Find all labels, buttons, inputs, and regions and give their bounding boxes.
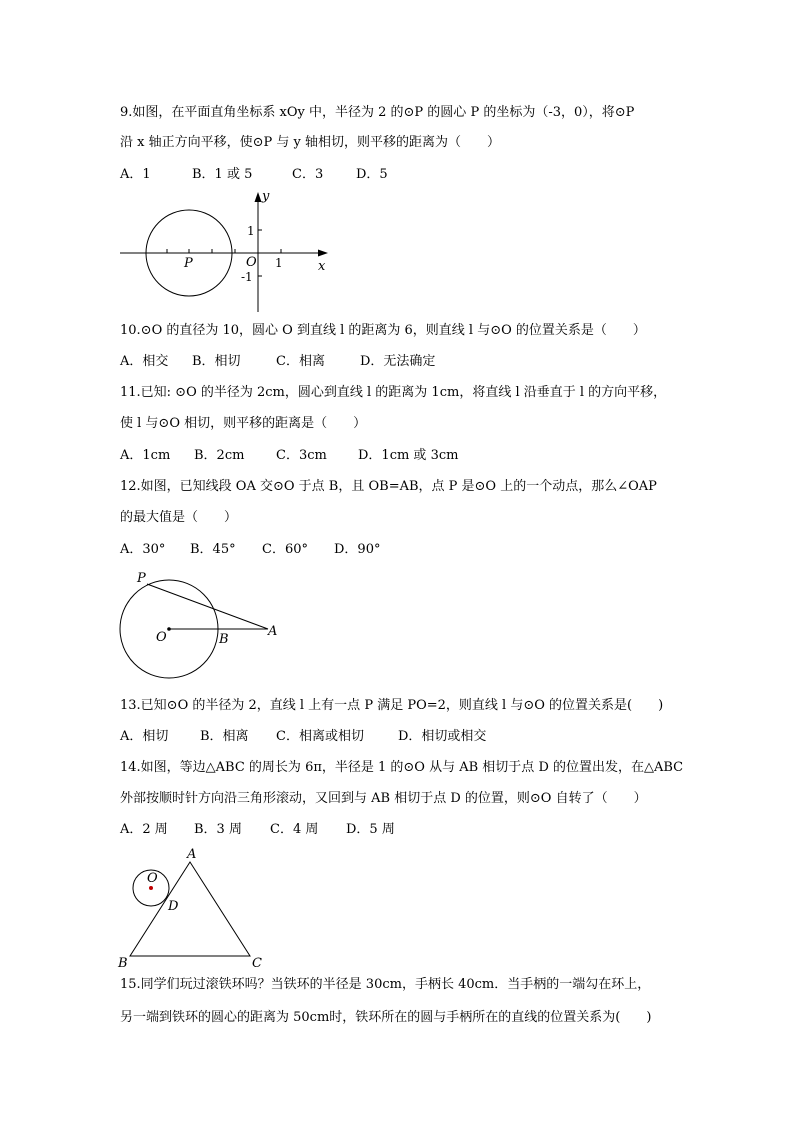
q9-option-d[interactable]: D．5 [356,167,388,182]
q10-option-a[interactable]: A．相交 [120,354,169,369]
q14-stem-line2: 外部按顺时针方向沿三角形滚动，又回到与 AB 相切于点 D 的位置，则⊙O 自转了（ ） [120,791,647,806]
q14-option-d[interactable]: D．5 周 [346,822,395,837]
q11-stem-line2: 使 l 与⊙O 相切，则平移的距离是（ ） [120,416,367,431]
q9-options [120,166,388,184]
q12-stem-line1: 12.如图，已知线段 OA 交⊙O 于点 B，且 OB=AB，点 P 是⊙O 上的一个动点，那么∠OAP [120,479,657,494]
x-tick-1-label: 1 [275,256,283,270]
center-p-label: P [184,256,193,271]
q12-options [120,541,380,559]
q14-options [120,821,395,839]
label-d: D [168,899,179,914]
label-o: O [147,871,158,886]
q12-option-c[interactable]: C．60° [262,542,308,557]
q14-stem-line1: 14.如图，等边△ABC 的周长为 6π，半径是 1 的⊙O 从与 AB 相切于点 D 的位置出发，在△ABC [120,760,684,775]
q11-option-c[interactable]: C．3cm [276,448,327,463]
label-p: P [137,571,146,586]
q9-option-b[interactable]: B．1 或 5 [192,167,253,182]
q10-option-d[interactable]: D．无法确定 [360,354,436,369]
q10-option-c[interactable]: C．相离 [276,354,325,369]
q11-option-b[interactable]: B．2cm [194,448,245,463]
center-dot [149,886,153,890]
y-tick-neg1-label: -1 [241,270,253,284]
x-axis-label: x [318,259,326,274]
y-axis-label: y [262,189,270,204]
q10-stem-line1: 10.⊙O 的直径为 10，圆心 O 到直线 l 的距离为 6，则直线 l 与⊙O 的位置关系是（ ） [120,323,646,338]
origin-label: O [246,255,257,270]
y-tick-1-label: 1 [247,224,255,238]
q15-stem-line2: 另一端到铁环的圆心的距离为 50cm时，铁环所在的圆与手柄所在的直线的位置关系为( ) [120,1010,652,1025]
q12-option-b[interactable]: B．45° [190,542,236,557]
label-b: B [118,956,128,968]
label-a: A [268,624,278,639]
q11-stem-line1: 11.已知: ⊙O 的半径为 2cm，圆心到直线 l 的距离为 1cm，将直线 l 沿垂直于 l 的方向平移， [120,385,667,400]
q9-option-a[interactable]: A．1 [120,167,151,182]
x-axis-arrow [318,250,328,257]
q11-option-d[interactable]: D．1cm 或 3cm [358,448,459,463]
q13-option-c[interactable]: C．相离或相切 [276,729,364,744]
q10-option-b[interactable]: B．相切 [192,354,241,369]
q9-stem-line1: 9.如图，在平面直角坐标系 xOy 中，半径为 2 的⊙P 的圆心 P 的坐标为（-3，0），将⊙P [120,105,635,120]
q12-figure [112,566,288,686]
label-b: B [219,632,229,647]
segment-pa [147,584,268,629]
q10-options [120,353,435,371]
q13-option-a[interactable]: A．相切 [120,729,169,744]
q9-figure [112,188,336,314]
center-dot [167,627,171,631]
label-c: C [252,956,262,968]
q14-figure [112,842,272,968]
label-a: A [187,847,197,862]
y-axis-arrow [255,192,262,202]
q9-stem-line2: 沿 x 轴正方向平移，使⊙P 与 y 轴相切，则平移的距离为（ ） [120,135,500,150]
q9-option-c[interactable]: C．3 [292,167,324,182]
q11-options [120,447,458,465]
q14-option-b[interactable]: B．3 周 [194,822,242,837]
q13-options [120,728,486,746]
q13-option-b[interactable]: B．相离 [200,729,249,744]
q12-stem-line2: 的最大值是（ ） [120,510,238,525]
q13-option-d[interactable]: D．相切或相交 [398,729,487,744]
q12-option-a[interactable]: A．30° [120,542,166,557]
q15-stem-line1: 15.同学们玩过滚铁环吗？当铁环的半径是 30cm，手柄长 40cm．当手柄的一端勾在环上， [120,977,651,992]
q14-option-c[interactable]: C．4 周 [270,822,319,837]
q14-option-a[interactable]: A．2 周 [120,822,168,837]
label-o: O [156,630,167,645]
q11-option-a[interactable]: A．1cm [120,448,171,463]
q13-stem-line1: 13.已知⊙O 的半径为 2，直线 l 上有一点 P 满足 PO=2，则直线 l 与⊙O 的位置关系是( ) [120,698,664,713]
q12-option-d[interactable]: D．90° [334,542,381,557]
